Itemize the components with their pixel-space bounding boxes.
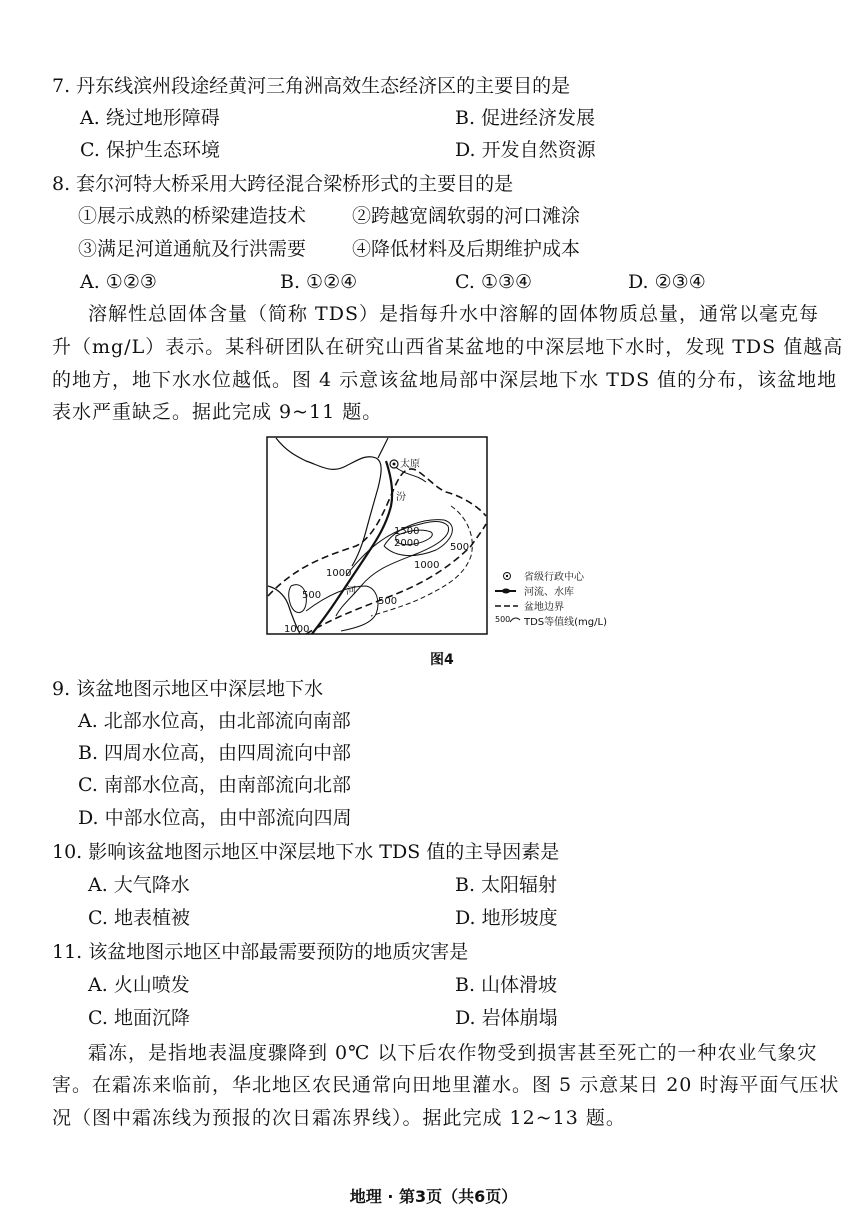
q9-option-c: C. 南部水位高，由南部流向北部 [78,774,351,796]
legend-tds-icon [510,618,520,622]
q8-statement-2: ②跨越宽阔软弱的河口滩涂 [352,205,581,227]
label-2000: 2000 [394,538,420,549]
q11-option-b: B. 山体滑坡 [455,974,558,996]
label-fen: 汾 [396,492,406,503]
q9-stem: 9. 该盆地图示地区中深层地下水 [52,678,324,700]
legend-river: 河流、水库 [524,587,574,598]
q8-statement-1: ①展示成熟的桥梁建造技术 [78,205,307,227]
q7-option-a: A. 绕过地形障碍 [80,107,220,129]
q8-option-a: A. ①②③ [80,271,157,293]
q11-option-c: C. 地面沉降 [88,1007,190,1029]
q10-option-c: C. 地表植被 [88,907,190,929]
passage1-line3: 的地方，地下水水位越低。图 4 示意该盆地局部中深层地下水 TDS 值的分布，该盆地地 [52,369,838,391]
q9-option-b: B. 四周水位高，由四周流向中部 [78,742,352,764]
label-500-west: 500 [302,590,322,601]
q10-option-a: A. 大气降水 [88,874,190,896]
q7-option-d: D. 开发自然资源 [455,139,596,161]
q11-option-d: D. 岩体崩塌 [455,1007,558,1029]
label-1500: 1500 [394,526,420,537]
passage1-line4: 表水严重缺乏。据此完成 9~11 题。 [52,401,383,423]
q9-option-d: D. 中部水位高，由中部流向四周 [78,807,352,829]
passage1-line2: 升（mg/L）表示。某科研团队在研究山西省某盆地的中深层地下水时，发现 TDS 值越高 [52,336,844,358]
q7-stem: 7. 丹东线滨州段途经黄河三角洲高效生态经济区的主要目的是 [52,75,571,97]
q10-stem: 10. 影响该盆地图示地区中深层地下水 TDS 值的主导因素是 [52,841,560,863]
label-500-east: 500 [450,542,470,553]
q8-statement-4: ④降低材料及后期维护成本 [352,238,581,260]
q10-option-d: D. 地形坡度 [455,907,558,929]
q8-option-d: D. ②③④ [628,271,706,293]
q9-option-a: A. 北部水位高，由北部流向南部 [78,710,351,732]
q7-option-b: B. 促进经济发展 [455,107,596,129]
label-he: 河 [346,586,356,597]
q11-option-a: A. 火山喷发 [88,974,190,996]
label-1000-mid: 1000 [414,560,440,571]
map-legend [495,570,607,628]
map-frame [267,437,487,634]
q8-statement-3: ③满足河道通航及行洪需要 [78,238,307,260]
q7-option-c: C. 保护生态环境 [80,139,220,161]
passage2-line2: 害。在霜冻来临前，华北地区农民通常向田地里灌水。图 5 示意某日 20 时海平面气压状 [52,1074,840,1096]
legend-basin: 盆地边界 [524,602,564,613]
passage2-line1: 霜冻，是指地表温度骤降到 0℃ 以下后农作物受到损害甚至死亡的一种农业气象灾 [88,1042,818,1064]
q8-option-c: C. ①③④ [455,271,533,293]
label-500-south: 500 [378,596,398,607]
figure4-caption: 图4 [430,652,454,668]
passage1-line1: 溶解性总固体含量（简称 TDS）是指每升水中溶解的固体物质总量，通常以毫克每 [88,303,819,325]
legend-tds: TDS等值线(mg/L) [524,617,607,628]
passage2-line3: 况（图中霜冻线为预报的次日霜冻界线）。据此完成 12~13 题。 [52,1107,626,1129]
label-1000-west: 1000 [326,568,352,579]
legend-capital: 省级行政中心 [524,572,584,583]
q8-stem: 8. 套尔河特大桥采用大跨径混合梁桥形式的主要目的是 [52,173,514,195]
q11-stem: 11. 该盆地图示地区中部最需要预防的地质灾害是 [52,941,469,963]
figure4-map [266,436,646,636]
capital-marker-dot [393,463,396,466]
q10-option-b: B. 太阳辐射 [455,874,558,896]
legend-tds-value: 500 [495,615,511,624]
label-taiyuan: 太原 [400,459,420,470]
page-footer: 地理 · 第3页（共6页） [349,1187,518,1206]
label-1000-sw: 1000 [284,624,310,635]
q8-option-b: B. ①②④ [280,271,358,293]
